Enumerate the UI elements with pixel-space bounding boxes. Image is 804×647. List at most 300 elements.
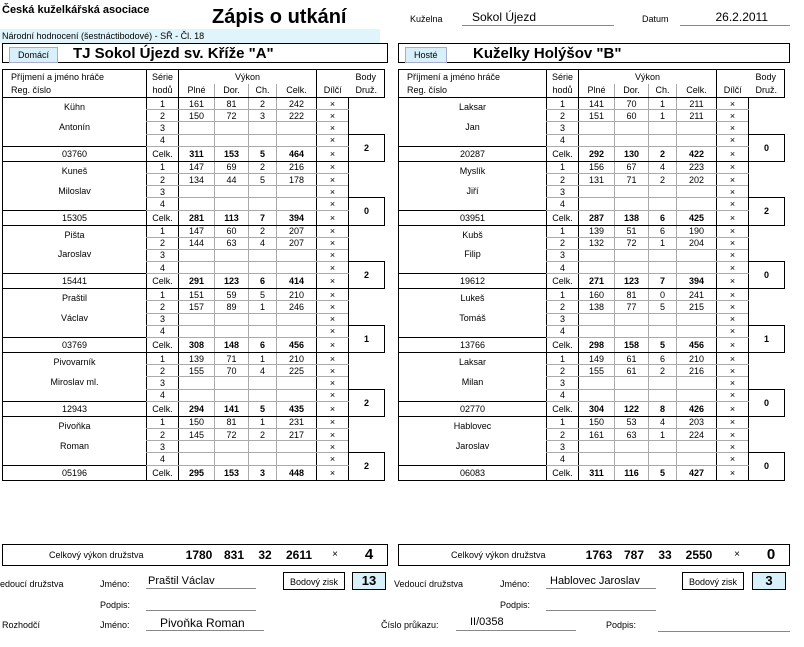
full-value xyxy=(579,249,615,261)
clear-value: 123 xyxy=(215,274,249,289)
team-points: 0 xyxy=(749,134,785,161)
series-number: 2 xyxy=(147,428,179,440)
home-total-sum: 2611 xyxy=(285,548,313,562)
misses-value: 1 xyxy=(249,353,277,365)
partial-point-x: × xyxy=(717,338,749,353)
home-total-x: × xyxy=(332,549,338,560)
team-point-spacer xyxy=(749,289,785,326)
partial-point-x: × xyxy=(717,453,749,465)
total-value: 204 xyxy=(677,237,717,249)
team-point-spacer xyxy=(749,225,785,262)
series-number: 1 xyxy=(547,225,579,237)
away-signature xyxy=(546,596,656,611)
clear-value xyxy=(615,389,649,401)
player-reg-number: 20287 xyxy=(399,146,547,161)
total-value xyxy=(277,389,317,401)
table-row xyxy=(399,377,785,389)
table-row xyxy=(399,225,785,237)
clear-value xyxy=(215,134,249,146)
misses-value xyxy=(249,441,277,453)
clear-value: 81 xyxy=(215,98,249,110)
full-col-header: Plné xyxy=(179,84,215,98)
misses-value: 2 xyxy=(249,98,277,110)
partial-col-header: Dílčí xyxy=(717,84,749,98)
series-number: 2 xyxy=(147,365,179,377)
full-value: 291 xyxy=(179,274,215,289)
table-row xyxy=(399,465,785,480)
total-value xyxy=(677,134,717,146)
series-col-header: Série xyxy=(147,70,179,84)
total-value xyxy=(677,389,717,401)
partial-point-x: × xyxy=(317,98,349,110)
full-value: 298 xyxy=(579,338,615,353)
series-number: 4 xyxy=(547,198,579,210)
series-number: 3 xyxy=(147,377,179,389)
clear-value: 81 xyxy=(615,289,649,301)
player-reg-number: 12943 xyxy=(3,401,147,416)
partial-point-x: × xyxy=(717,134,749,146)
away-total-label: Celkový výkon družstva xyxy=(451,550,546,560)
series-number: 3 xyxy=(147,313,179,325)
clear-value: 153 xyxy=(215,465,249,480)
total-col-header: Celk. xyxy=(277,84,317,98)
team-col-header: Druž. xyxy=(349,84,385,98)
misses-value xyxy=(649,198,677,210)
series-number: Celk. xyxy=(547,210,579,225)
clear-value: 138 xyxy=(615,210,649,225)
table-row xyxy=(3,377,385,389)
total-value xyxy=(277,198,317,210)
full-value: 132 xyxy=(579,237,615,249)
partial-point-x: × xyxy=(717,301,749,313)
organization-name: Česká kuželkářská asociace xyxy=(2,4,150,16)
misses-value xyxy=(249,262,277,274)
referee-name-label: Jméno: xyxy=(100,620,130,630)
partial-point-x: × xyxy=(717,237,749,249)
partial-point-x: × xyxy=(717,173,749,185)
clear-value: 60 xyxy=(215,225,249,237)
player-reg-number: 06083 xyxy=(399,465,547,480)
table-row xyxy=(399,98,785,110)
away-team-box xyxy=(398,43,790,63)
clear-value xyxy=(215,325,249,337)
full-value xyxy=(179,122,215,134)
series-number: Celk. xyxy=(547,401,579,416)
full-value: 155 xyxy=(579,365,615,377)
full-value xyxy=(179,198,215,210)
clear-value: 67 xyxy=(615,161,649,173)
player-first-name: Jaroslav xyxy=(3,249,147,273)
total-value: 216 xyxy=(677,365,717,377)
player-surname: Lukeš xyxy=(399,289,547,313)
misses-value: 5 xyxy=(649,465,677,480)
partial-point-x: × xyxy=(317,110,349,122)
partial-point-x: × xyxy=(717,325,749,337)
clear-value xyxy=(215,262,249,274)
away-bz-value: 3 xyxy=(752,572,786,590)
home-total-label: Celkový výkon družstva xyxy=(49,550,144,560)
misses-value xyxy=(649,249,677,261)
series-number: 4 xyxy=(547,453,579,465)
referee-card-label: Číslo průkazu: xyxy=(381,620,439,630)
total-value xyxy=(677,249,717,261)
home-total-misses: 32 xyxy=(258,548,272,562)
full-value: 134 xyxy=(179,173,215,185)
partial-point-x: × xyxy=(317,262,349,274)
player-reg-number: 13766 xyxy=(399,338,547,353)
clear-value xyxy=(615,198,649,210)
referee-name: Pivoňka Roman xyxy=(146,616,264,631)
misses-value: 2 xyxy=(649,365,677,377)
misses-value xyxy=(249,389,277,401)
table-row xyxy=(399,353,785,365)
full-value: 281 xyxy=(179,210,215,225)
series-number: 3 xyxy=(547,122,579,134)
series-number: 2 xyxy=(547,428,579,440)
home-leader-label: edoucí družstva xyxy=(0,579,64,589)
misses-value: 6 xyxy=(649,210,677,225)
clear-value xyxy=(615,453,649,465)
player-first-name: Miroslav ml. xyxy=(3,377,147,401)
table-row xyxy=(3,274,385,289)
series-number: 2 xyxy=(547,301,579,313)
full-value: 139 xyxy=(579,225,615,237)
away-scoresheet xyxy=(398,69,790,481)
full-value xyxy=(179,441,215,453)
full-value xyxy=(179,453,215,465)
home-total-points: 4 xyxy=(364,546,374,563)
team-point-spacer xyxy=(749,161,785,198)
series-number: 3 xyxy=(147,186,179,198)
full-value: 295 xyxy=(179,465,215,480)
series-number: 4 xyxy=(147,389,179,401)
full-value: 271 xyxy=(579,274,615,289)
table-row xyxy=(399,161,785,173)
away-bz-label: Bodový zisk xyxy=(682,572,744,590)
venue-value: Sokol Újezd xyxy=(462,10,614,26)
clear-value xyxy=(215,122,249,134)
partial-point-x: × xyxy=(717,198,749,210)
team-point-spacer xyxy=(349,98,385,135)
partial-point-x: × xyxy=(717,441,749,453)
away-leader-name: Hablovec Jaroslav xyxy=(546,575,656,589)
full-value: 151 xyxy=(579,110,615,122)
player-surname: Kuneš xyxy=(3,161,147,185)
clear-value xyxy=(615,441,649,453)
partial-point-x: × xyxy=(717,210,749,225)
clear-value xyxy=(615,377,649,389)
misses-value xyxy=(249,313,277,325)
date-value: 26.2.2011 xyxy=(680,10,790,26)
total-value: 216 xyxy=(277,161,317,173)
table-row xyxy=(399,416,785,428)
total-value xyxy=(677,313,717,325)
total-value: 456 xyxy=(677,338,717,353)
away-tag: Hosté xyxy=(405,47,447,63)
table-row xyxy=(3,441,385,453)
full-value: 139 xyxy=(179,353,215,365)
misses-value xyxy=(649,325,677,337)
total-value: 207 xyxy=(277,237,317,249)
total-value: 210 xyxy=(677,353,717,365)
partial-point-x: × xyxy=(717,98,749,110)
total-value: 217 xyxy=(277,428,317,440)
total-value xyxy=(277,313,317,325)
series-number: 4 xyxy=(147,325,179,337)
full-value: 151 xyxy=(179,289,215,301)
total-value: 394 xyxy=(277,210,317,225)
full-value: 161 xyxy=(179,98,215,110)
partial-point-x: × xyxy=(317,313,349,325)
table-row xyxy=(399,210,785,225)
partial-point-x: × xyxy=(317,325,349,337)
away-sign-label: Podpis: xyxy=(500,600,531,610)
clear-value: 63 xyxy=(615,428,649,440)
team-points: 0 xyxy=(749,389,785,416)
clear-value xyxy=(215,186,249,198)
page-title: Zápis o utkání xyxy=(212,6,347,28)
misses-value: 0 xyxy=(649,289,677,301)
full-value xyxy=(579,198,615,210)
total-value: 225 xyxy=(277,365,317,377)
total-value: 425 xyxy=(677,210,717,225)
misses-value xyxy=(249,122,277,134)
total-value: 210 xyxy=(277,289,317,301)
clear-value: 70 xyxy=(215,365,249,377)
full-value: 147 xyxy=(179,225,215,237)
misses-value: 1 xyxy=(649,428,677,440)
clear-value xyxy=(215,198,249,210)
home-total-full: 1780 xyxy=(185,548,213,562)
team-point-spacer xyxy=(349,416,385,453)
table-row xyxy=(3,210,385,225)
series-col-header-2: hodů xyxy=(547,84,579,98)
full-value xyxy=(179,134,215,146)
total-value: 414 xyxy=(277,274,317,289)
partial-point-x: × xyxy=(317,134,349,146)
series-number: Celk. xyxy=(147,146,179,161)
total-value: 422 xyxy=(677,146,717,161)
total-value xyxy=(677,377,717,389)
partial-point-x: × xyxy=(317,173,349,185)
player-reg-number: 03951 xyxy=(399,210,547,225)
misses-value xyxy=(249,453,277,465)
referee-sign-label: Podpis: xyxy=(606,620,637,630)
clear-value xyxy=(215,377,249,389)
series-number: 1 xyxy=(147,161,179,173)
full-value: 131 xyxy=(579,173,615,185)
full-value xyxy=(579,313,615,325)
series-number: Celk. xyxy=(547,465,579,480)
full-value: 150 xyxy=(179,416,215,428)
player-first-name: Filip xyxy=(399,249,547,273)
partial-point-x: × xyxy=(717,377,749,389)
total-value: 202 xyxy=(677,173,717,185)
misses-value: 2 xyxy=(249,428,277,440)
misses-value: 6 xyxy=(649,225,677,237)
partial-point-x: × xyxy=(317,401,349,416)
referee-signature xyxy=(658,616,790,632)
team-points: 2 xyxy=(349,389,385,416)
team-col-header: Druž. xyxy=(749,84,785,98)
total-value: 207 xyxy=(277,225,317,237)
away-total-misses: 33 xyxy=(658,548,672,562)
clear-value: 72 xyxy=(215,110,249,122)
misses-value xyxy=(249,134,277,146)
table-row xyxy=(399,441,785,453)
clear-value: 53 xyxy=(615,416,649,428)
player-surname: Kühn xyxy=(3,98,147,122)
team-points: 2 xyxy=(349,453,385,480)
clear-value: 61 xyxy=(615,353,649,365)
points-col-header: Body xyxy=(317,70,385,84)
table-row xyxy=(3,289,385,301)
total-value xyxy=(677,453,717,465)
away-name-label: Jméno: xyxy=(500,579,530,589)
clear-value: 122 xyxy=(615,401,649,416)
team-points: 0 xyxy=(749,453,785,480)
player-first-name: Milan xyxy=(399,377,547,401)
misses-value xyxy=(249,186,277,198)
misses-value xyxy=(249,249,277,261)
team-point-spacer xyxy=(349,161,385,198)
full-value: 156 xyxy=(579,161,615,173)
total-value: 215 xyxy=(677,301,717,313)
misses-value xyxy=(249,377,277,389)
partial-point-x: × xyxy=(717,262,749,274)
total-value: 241 xyxy=(677,289,717,301)
series-number: 2 xyxy=(147,301,179,313)
partial-point-x: × xyxy=(317,428,349,440)
home-scoresheet xyxy=(2,69,388,481)
total-value: 435 xyxy=(277,401,317,416)
clear-value: 77 xyxy=(615,301,649,313)
series-number: 1 xyxy=(147,353,179,365)
table-row xyxy=(399,249,785,261)
series-number: 4 xyxy=(547,134,579,146)
home-signature xyxy=(146,596,256,611)
player-surname: Kubš xyxy=(399,225,547,249)
performance-col-header: Výkon xyxy=(579,70,717,84)
series-number: 3 xyxy=(547,186,579,198)
full-value: 147 xyxy=(179,161,215,173)
total-value xyxy=(677,198,717,210)
partial-point-x: × xyxy=(317,249,349,261)
player-first-name: Roman xyxy=(3,441,147,465)
player-reg-number: 03769 xyxy=(3,338,147,353)
player-first-name: Antonín xyxy=(3,122,147,146)
table-row xyxy=(3,161,385,173)
series-number: 2 xyxy=(547,365,579,377)
away-team-name: Kuželky Holýšov "B" xyxy=(473,45,622,62)
full-value: 145 xyxy=(179,428,215,440)
clear-value xyxy=(215,441,249,453)
full-value xyxy=(179,377,215,389)
series-number: 2 xyxy=(147,173,179,185)
table-row xyxy=(3,465,385,480)
misses-col-header: Ch. xyxy=(249,84,277,98)
series-number: 2 xyxy=(547,110,579,122)
clear-value: 70 xyxy=(615,98,649,110)
partial-point-x: × xyxy=(317,198,349,210)
player-surname: Pivoňka xyxy=(3,416,147,440)
partial-point-x: × xyxy=(717,161,749,173)
home-bz-value: 13 xyxy=(352,572,386,590)
scoring-system: Národní hodnocení (šestnáctibodové) - SŘ - Čl. 18 xyxy=(0,29,380,43)
series-number: 1 xyxy=(547,353,579,365)
clear-value xyxy=(215,249,249,261)
total-value xyxy=(277,186,317,198)
player-reg-number: 02770 xyxy=(399,401,547,416)
full-value: 149 xyxy=(579,353,615,365)
player-surname: Myslík xyxy=(399,161,547,185)
away-total-clear: 787 xyxy=(623,548,645,562)
partial-point-x: × xyxy=(317,274,349,289)
table-row xyxy=(3,353,385,365)
table-row xyxy=(3,313,385,325)
clear-value xyxy=(215,313,249,325)
full-value xyxy=(179,249,215,261)
total-value: 224 xyxy=(677,428,717,440)
clear-value: 123 xyxy=(615,274,649,289)
player-surname: Laksar xyxy=(399,98,547,122)
table-row xyxy=(399,146,785,161)
player-first-name: Miloslav xyxy=(3,186,147,210)
misses-value xyxy=(649,262,677,274)
series-number: Celk. xyxy=(147,401,179,416)
misses-value: 7 xyxy=(649,274,677,289)
series-number: 3 xyxy=(547,313,579,325)
total-value: 456 xyxy=(277,338,317,353)
player-surname: Pivovarník xyxy=(3,353,147,377)
total-value: 223 xyxy=(677,161,717,173)
performance-col-header: Výkon xyxy=(179,70,317,84)
series-number: 4 xyxy=(547,262,579,274)
player-col-header: Příjmení a jméno hráče xyxy=(3,70,147,84)
full-value: 308 xyxy=(179,338,215,353)
full-value: 155 xyxy=(179,365,215,377)
partial-point-x: × xyxy=(717,353,749,365)
clear-value: 51 xyxy=(615,225,649,237)
clear-value: 113 xyxy=(215,210,249,225)
home-tag: Domácí xyxy=(9,47,58,63)
clear-value: 61 xyxy=(615,365,649,377)
points-col-header: Body xyxy=(717,70,785,84)
misses-value: 4 xyxy=(649,416,677,428)
full-value xyxy=(579,122,615,134)
team-point-spacer xyxy=(749,98,785,135)
partial-point-x: × xyxy=(717,465,749,480)
partial-point-x: × xyxy=(317,301,349,313)
full-value: 150 xyxy=(179,110,215,122)
full-value xyxy=(179,313,215,325)
partial-point-x: × xyxy=(717,249,749,261)
team-points: 0 xyxy=(349,198,385,225)
clear-value: 60 xyxy=(615,110,649,122)
player-first-name: Jaroslav xyxy=(399,441,547,465)
total-value: 427 xyxy=(677,465,717,480)
table-row xyxy=(399,122,785,134)
partial-point-x: × xyxy=(717,313,749,325)
clear-col-header: Dor. xyxy=(215,84,249,98)
clear-value xyxy=(215,389,249,401)
misses-value: 2 xyxy=(249,225,277,237)
series-number: 3 xyxy=(147,441,179,453)
full-value: 144 xyxy=(179,237,215,249)
full-value xyxy=(579,262,615,274)
series-number: 1 xyxy=(147,225,179,237)
full-value: 150 xyxy=(579,416,615,428)
